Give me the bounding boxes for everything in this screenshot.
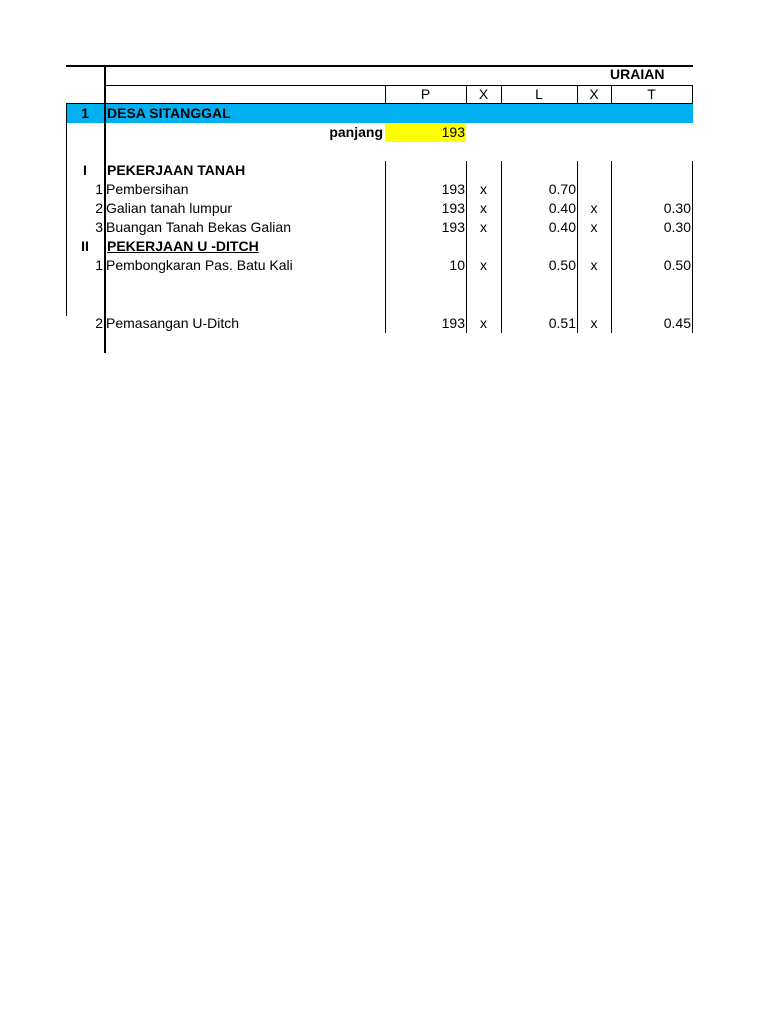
row-no: 2 <box>95 200 103 216</box>
row-desc: Pemasangan U-Ditch <box>106 315 240 331</box>
row-p: 193 <box>441 181 465 197</box>
row-l: 0.40 <box>548 219 576 235</box>
section-title: DESA SITANGGAL <box>107 105 231 121</box>
right-column-border <box>692 161 693 333</box>
row-t: 0.30 <box>663 219 691 235</box>
t-column-border <box>611 161 612 333</box>
group-title: PEKERJAAN U -DITCH <box>107 238 259 254</box>
col-header-x1: X <box>478 86 489 102</box>
row-p: 193 <box>441 219 465 235</box>
row-x1: x <box>480 219 487 235</box>
row-t: 0.30 <box>663 200 691 216</box>
row-x2: x <box>590 315 598 331</box>
row-x1: x <box>480 200 487 216</box>
col-header-t: T <box>647 86 656 102</box>
row-no: 2 <box>95 315 103 331</box>
row-desc: Galian tanah lumpur <box>106 200 233 216</box>
row-x1: x <box>480 257 487 273</box>
row-p: 193 <box>441 315 465 331</box>
uraian-header: URAIAN <box>610 66 665 82</box>
row-l: 0.40 <box>548 200 576 216</box>
row-x1: x <box>480 181 487 197</box>
table-top-border <box>66 65 693 67</box>
row-x2: x <box>590 257 598 273</box>
row-desc: Pembongkaran Pas. Batu Kali <box>106 257 293 273</box>
group-roman: II <box>81 238 89 254</box>
row-x2: x <box>590 219 598 235</box>
panjang-value: 193 <box>441 124 465 140</box>
panjang-label: panjang <box>329 124 383 140</box>
col-header-p: P <box>420 86 431 102</box>
row-no: 1 <box>95 181 103 197</box>
x2-column-border <box>577 161 578 333</box>
row-l: 0.70 <box>548 181 576 197</box>
row-l: 0.50 <box>548 257 576 273</box>
col-header-x2: X <box>589 86 599 102</box>
row-desc: Pembersihan <box>106 181 189 197</box>
row-desc: Buangan Tanah Bekas Galian <box>106 219 291 235</box>
col-header-l: L <box>535 86 543 102</box>
row-no: 3 <box>95 219 103 235</box>
row-p: 193 <box>441 200 465 216</box>
row-l: 0.51 <box>548 315 576 331</box>
row-p: 10 <box>449 257 465 273</box>
row-x1: x <box>480 315 487 331</box>
row-no: 1 <box>95 257 103 273</box>
row-t: 0.45 <box>663 315 691 331</box>
group-roman: I <box>83 162 87 178</box>
section-number: 1 <box>81 105 89 121</box>
header-right-border <box>692 85 693 104</box>
row-x2: x <box>590 200 598 216</box>
row-t: 0.50 <box>663 257 691 273</box>
group-title: PEKERJAAN TANAH <box>107 162 246 178</box>
